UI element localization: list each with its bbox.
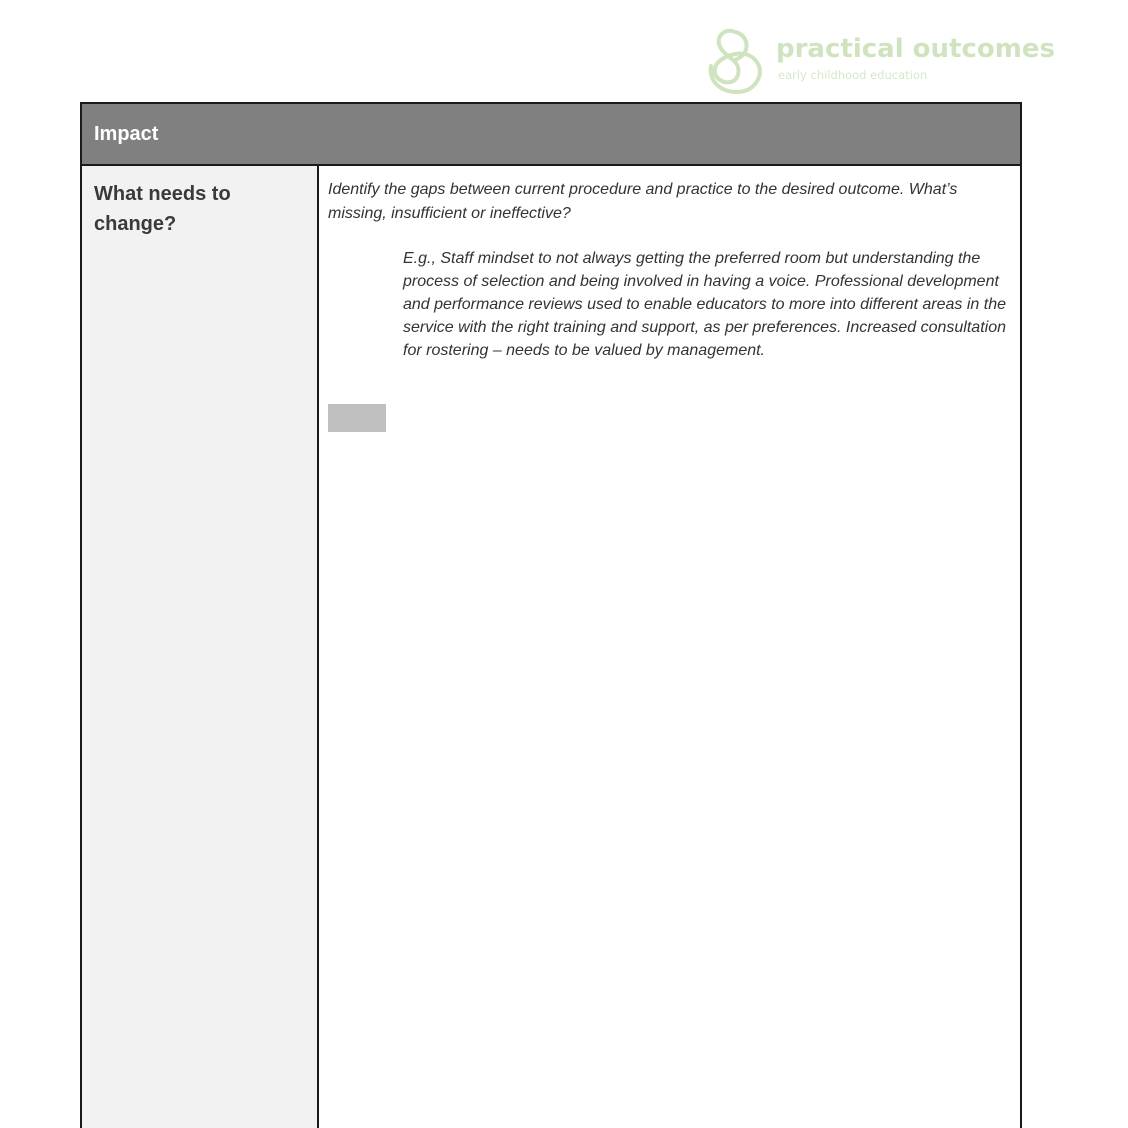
section-title: Impact bbox=[94, 123, 159, 145]
impact-table bbox=[80, 102, 1022, 1128]
example-text: E.g., Staff mindset to not always getting the preferred room but understanding the process of selection and being involved in having a voice. Professional development and performance reviews used to enable educators to more into different areas in the service with the right training and support, as per preferences. Increased consultation for rostering – needs to be valued by management. bbox=[403, 250, 1007, 359]
prompt-text: Identify the gaps between current procedure and practice to the desired outcome. What’s missing, insufficient or ineffective? bbox=[328, 181, 958, 222]
row-content-cell bbox=[319, 166, 1020, 1128]
response-input-field[interactable] bbox=[328, 404, 386, 432]
row-label-cell bbox=[82, 166, 319, 1128]
logo-subtitle: early childhood education bbox=[778, 68, 928, 82]
logo-title: practical outcomes bbox=[776, 34, 1055, 64]
table-header-row bbox=[82, 104, 1020, 166]
logo-mark-icon bbox=[705, 26, 771, 96]
practical-outcomes-logo bbox=[705, 26, 1055, 98]
row-label: What needs to change? bbox=[94, 183, 231, 235]
